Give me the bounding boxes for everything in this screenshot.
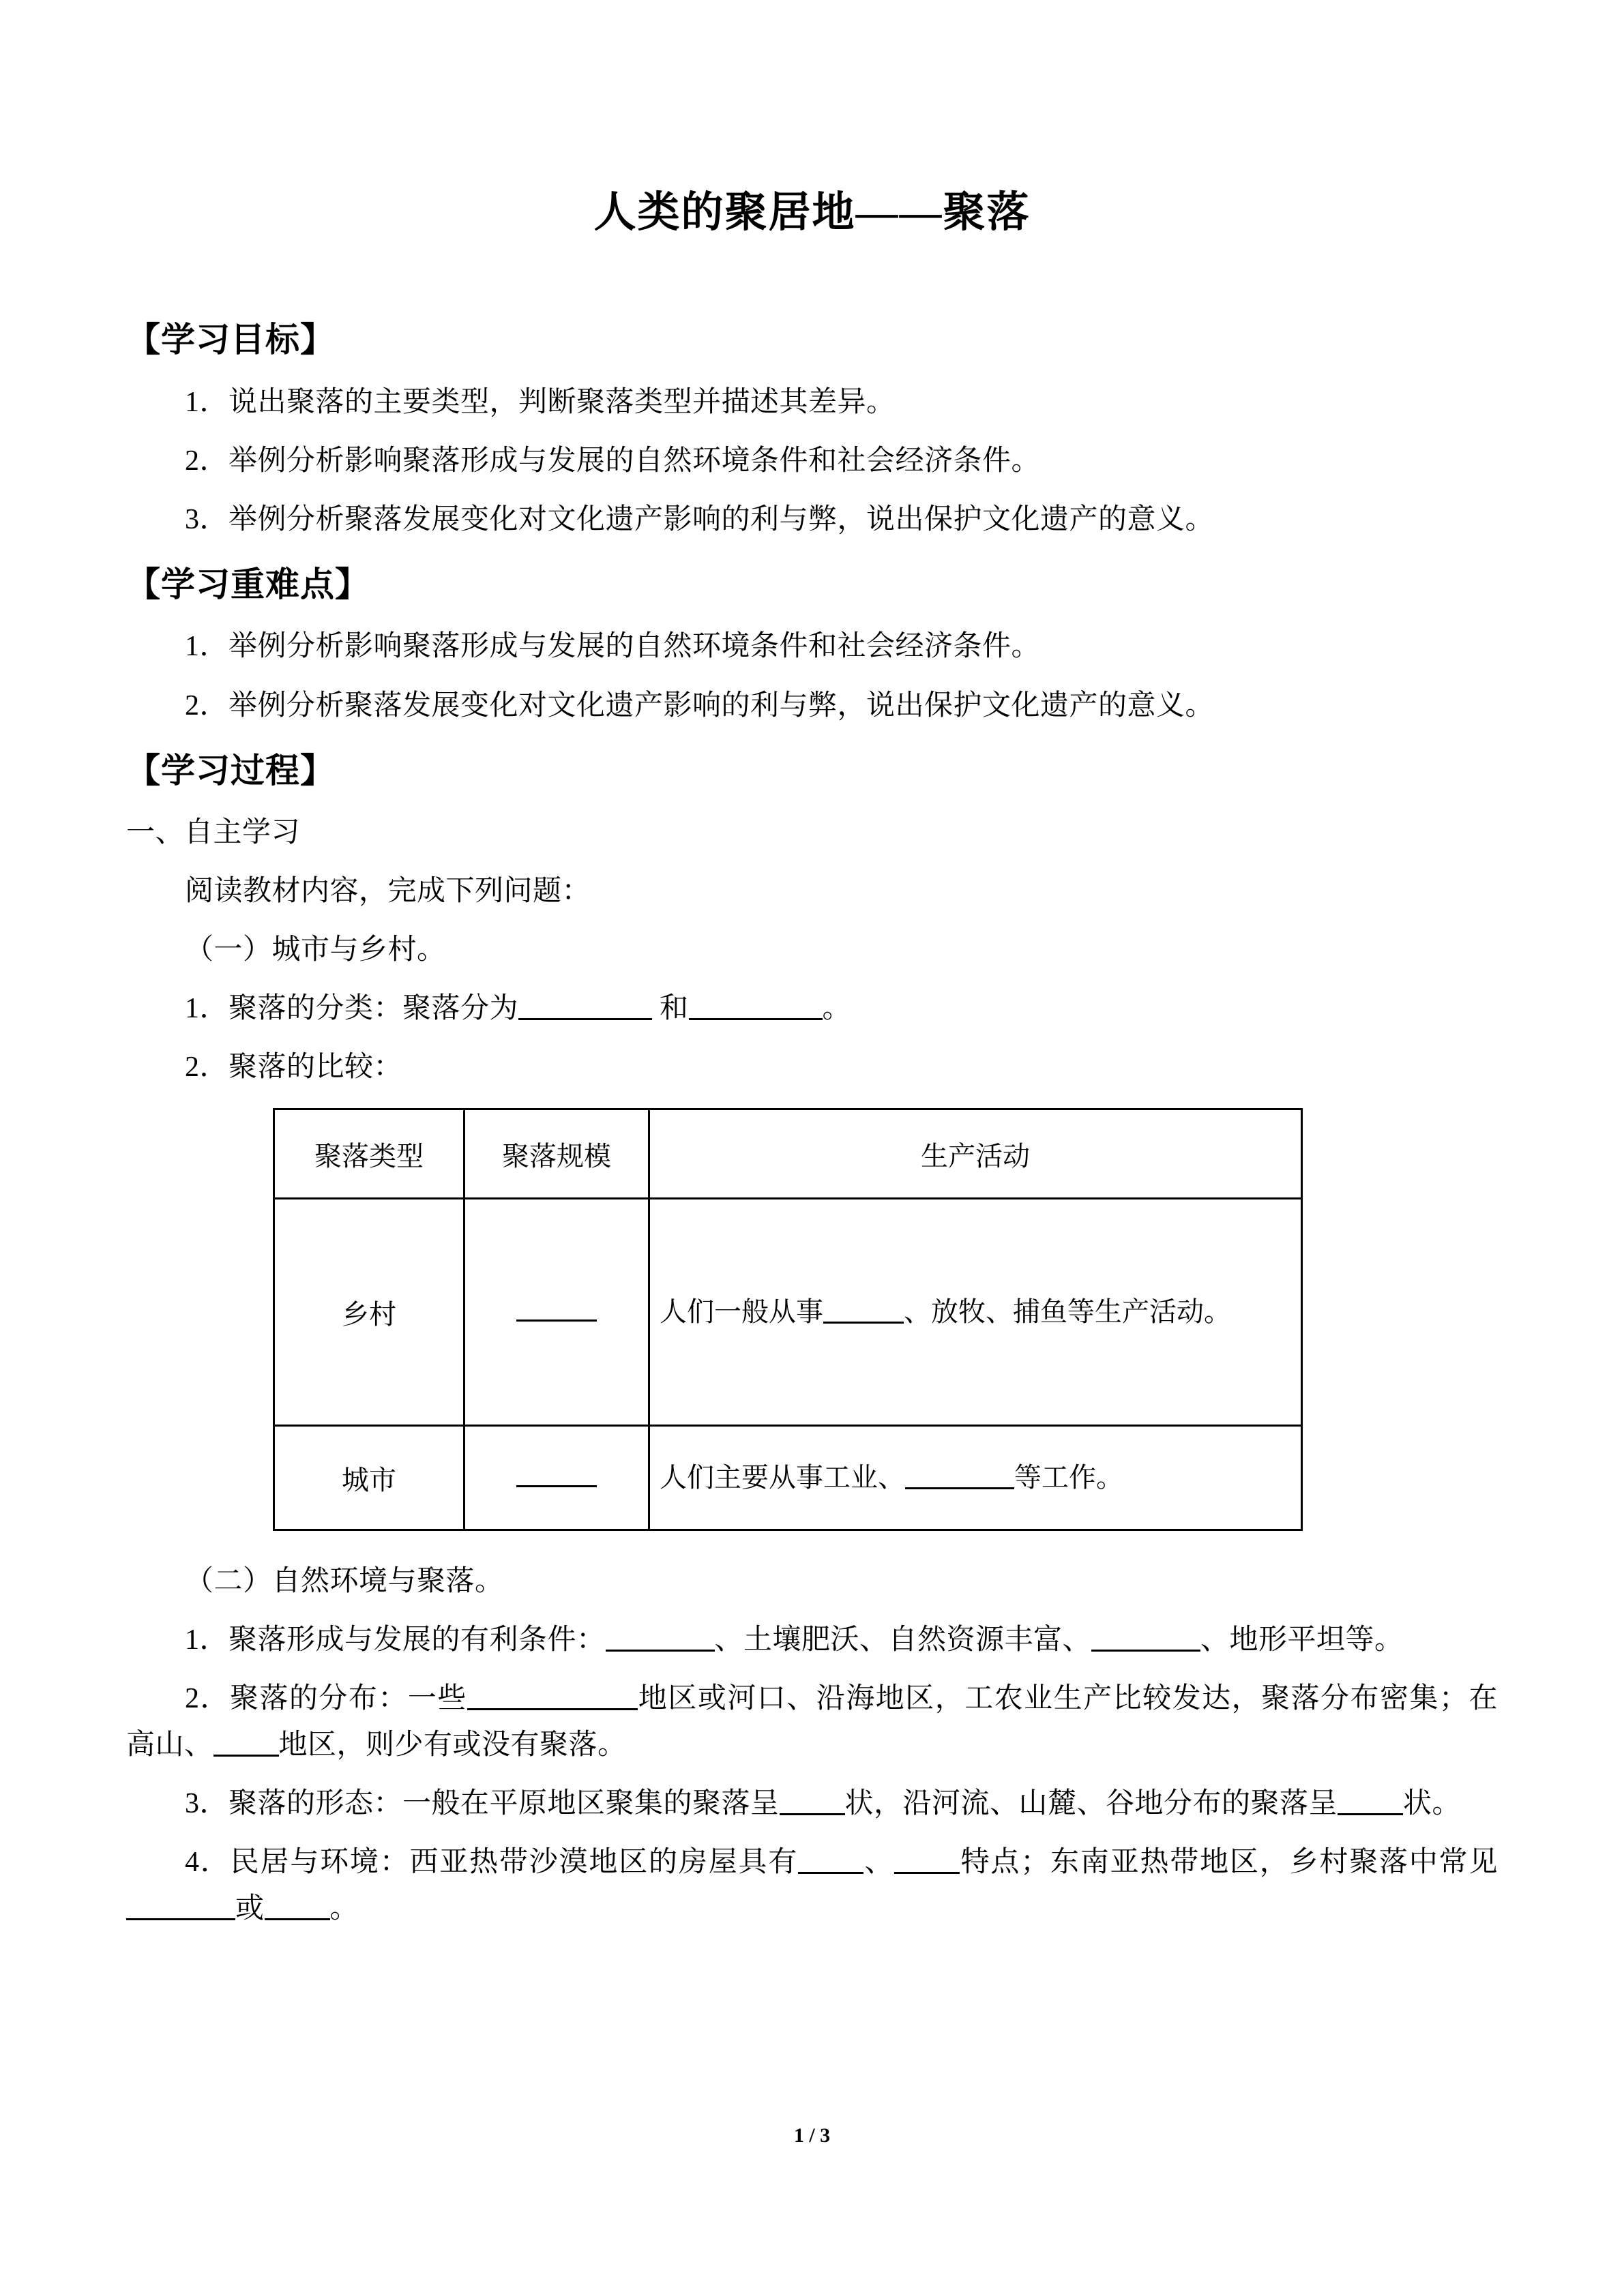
key-point-item-1: 1．举例分析影响聚落形成与发展的自然环境条件和社会经济条件。 — [185, 631, 1041, 663]
question-a1-mid: 和 — [660, 993, 689, 1025]
question-b2-mid: 地区或河口、沿海地区，工农业生产比较发达，聚落分布密集；在高山、 — [126, 1683, 1498, 1761]
question-b3-suffix: 状。 — [1403, 1788, 1462, 1820]
table-cell-activity-urban — [649, 1426, 1302, 1530]
activity-urban-suffix: 等工作。 — [1014, 1461, 1123, 1493]
answer-blank-b3-2[interactable] — [1338, 1790, 1403, 1815]
question-b2 — [126, 1675, 1498, 1768]
answer-blank-b4-3[interactable] — [126, 1895, 235, 1920]
answer-blank-b2-1[interactable] — [467, 1685, 638, 1710]
answer-blank-b4-2[interactable] — [894, 1849, 960, 1874]
question-b4-mid1: 、 — [863, 1847, 895, 1879]
answer-blank-b4-4[interactable] — [265, 1895, 330, 1920]
activity-rural-suffix: 、放牧、捕鱼等生产活动。 — [904, 1296, 1231, 1327]
question-b1-suffix: 、地形平坦等。 — [1200, 1624, 1404, 1656]
activity-urban-prefix: 人们主要从事工业、 — [660, 1461, 905, 1493]
table-cell-activity-rural — [649, 1199, 1302, 1426]
settlement-compare-table — [273, 1108, 1303, 1531]
answer-blank-a1-1[interactable] — [518, 995, 652, 1020]
answer-blank-b1-1[interactable] — [606, 1626, 715, 1652]
process-instruction: 阅读教材内容，完成下列问题： — [185, 876, 591, 908]
question-b3-prefix: 3．聚落的形态：一般在平原地区聚集的聚落呈 — [185, 1788, 780, 1820]
compare-table-wrapper — [126, 1108, 1498, 1531]
question-b1-prefix: 1．聚落形成与发展的有利条件： — [185, 1624, 606, 1656]
answer-blank-activity-rural[interactable] — [823, 1298, 904, 1324]
table-header-row — [274, 1109, 1302, 1199]
question-a2-label: 2．聚落的比较： — [185, 1052, 403, 1084]
table-row — [274, 1199, 1302, 1426]
section-heading-objectives: 【学习目标】 — [126, 320, 335, 359]
objective-item-3: 3．举例分析聚落发展变化对文化遗产影响的利与弊，说出保护文化遗产的意义。 — [185, 503, 1215, 535]
question-a1-suffix: 。 — [822, 993, 852, 1025]
question-a1 — [126, 985, 1498, 1032]
question-b4-suffix: 。 — [329, 1893, 359, 1925]
question-b3-mid: 状，沿河流、山麓、谷地分布的聚落呈 — [844, 1788, 1338, 1820]
question-b2-prefix: 2．聚落的分布：一些 — [185, 1683, 467, 1715]
page-number-footer: 1 / 3 — [793, 2124, 831, 2147]
question-b1 — [126, 1617, 1498, 1663]
answer-blank-scale-rural[interactable] — [516, 1299, 597, 1322]
section-heading-process: 【学习过程】 — [126, 751, 335, 790]
objective-item-2: 2．举例分析影响聚落形成与发展的自然环境条件和社会经济条件。 — [185, 445, 1041, 477]
question-b4 — [126, 1839, 1498, 1932]
page-title: 人类的聚居地——聚落 — [593, 190, 1031, 236]
question-b4-mid3: 或 — [235, 1893, 265, 1925]
answer-blank-b4-1[interactable] — [798, 1849, 863, 1874]
table-header-type: 聚落类型 — [274, 1109, 464, 1199]
question-b4-prefix: 4．民居与环境：西亚热带沙漠地区的房屋具有 — [185, 1847, 799, 1879]
question-b1-mid: 、土壤肥沃、自然资源丰富、 — [714, 1624, 1092, 1656]
question-a1-prefix: 1．聚落的分类：聚落分为 — [185, 993, 519, 1025]
table-header-activity: 生产活动 — [649, 1109, 1302, 1199]
subsection-b-label: （二）自然环境与聚落。 — [185, 1566, 504, 1598]
question-b2-suffix: 地区，则少有或没有聚落。 — [278, 1729, 627, 1761]
answer-blank-scale-urban[interactable] — [516, 1465, 597, 1487]
question-b4-mid2: 特点；东南亚热带地区，乡村聚落中常见 — [960, 1847, 1498, 1879]
answer-blank-b2-2[interactable] — [213, 1731, 279, 1757]
answer-blank-b3-1[interactable] — [780, 1790, 845, 1815]
question-b3 — [126, 1780, 1498, 1827]
key-point-item-2: 2．举例分析聚落发展变化对文化遗产影响的利与弊，说出保护文化遗产的意义。 — [185, 689, 1215, 721]
table-row — [274, 1426, 1302, 1530]
table-cell-scale-urban — [464, 1426, 649, 1530]
objective-item-1: 1．说出聚落的主要类型，判断聚落类型并描述其差异。 — [185, 386, 896, 418]
table-header-scale: 聚落规模 — [464, 1109, 649, 1199]
answer-blank-activity-urban[interactable] — [905, 1464, 1014, 1489]
activity-rural-prefix: 人们一般从事 — [660, 1296, 823, 1327]
table-cell-scale-rural — [464, 1199, 649, 1426]
process-part-one-label: 一、自主学习 — [126, 817, 301, 849]
answer-blank-b1-2[interactable] — [1091, 1626, 1200, 1652]
answer-blank-a1-2[interactable] — [689, 995, 823, 1020]
subsection-a-label: （一）城市与乡村。 — [185, 934, 446, 966]
table-cell-type-urban: 城市 — [274, 1426, 464, 1530]
table-cell-type-rural: 乡村 — [274, 1199, 464, 1426]
section-heading-key-points: 【学习重难点】 — [126, 565, 370, 603]
